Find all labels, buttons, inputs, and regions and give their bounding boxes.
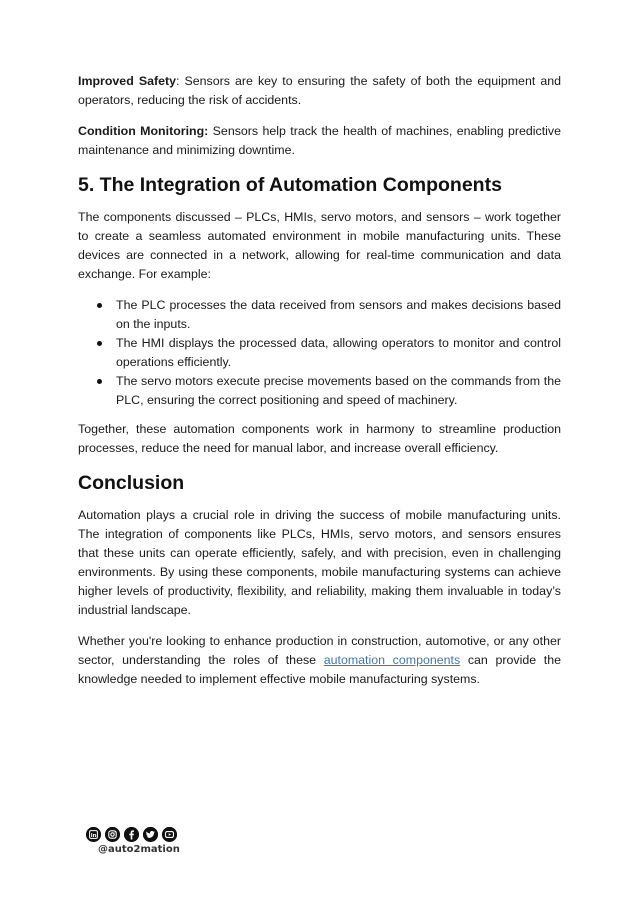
conclusion-heading: Conclusion xyxy=(78,472,185,494)
list-item xyxy=(78,334,561,372)
section-5-closing: Together, these automation components work in harmony to streamline production processes, reduce the need for manual labor, and increase overall efficiency. xyxy=(78,422,561,455)
improved-safety-text: : Sensors are key to ensuring the safety of both the equipment and operators, reducing the risk of accidents. xyxy=(78,74,561,107)
paragraph-improved-safety xyxy=(78,72,561,110)
conclusion-paragraph-1: Automation plays a crucial role in driving the success of mobile manufacturing units. The integration of components like PLCs, HMIs, servo motors, and sensors ensures that these units can operate efficiently, safely, and with precision, even in challenging environments. By using these components, mobile manufacturing systems can achieve higher levels of productivity, flexibility, and reliability, making them invaluable in today’s industrial landscape. xyxy=(78,508,561,617)
bullet-icon xyxy=(97,341,102,346)
facebook-icon[interactable] xyxy=(124,827,139,842)
section-5-intro: The components discussed – PLCs, HMIs, servo motors, and sensors – work together to create a seamless automated environment in mobile manufacturing units. These devices are connected in a network, allowing for real-time communication and data exchange. For example: xyxy=(78,210,561,281)
list-item-text: The PLC processes the data received from sensors and makes decisions based on the inputs. xyxy=(116,298,561,331)
linkedin-icon[interactable] xyxy=(86,827,101,842)
condition-monitoring-label: Condition Monitoring: xyxy=(78,124,209,138)
automation-components-link[interactable]: automation components xyxy=(323,653,461,667)
conclusion-text-before-link: Whether you're looking to enhance production in construction, automotive, or any other sector, understanding the roles of these xyxy=(78,634,561,667)
conclusion-text-after-link: can provide the knowledge needed to implement effective mobile manufacturing systems. xyxy=(78,653,562,686)
youtube-icon[interactable] xyxy=(162,827,177,842)
list-item xyxy=(78,372,561,410)
list-item-text: The servo motors execute precise movements based on the commands from the PLC, ensuring the correct positioning and speed of machinery. xyxy=(116,374,561,407)
social-icons-row xyxy=(86,827,180,842)
condition-monitoring-text: Sensors help track the health of machines, enabling predictive maintenance and minimizing downtime. xyxy=(78,124,561,157)
integration-bullet-list xyxy=(78,296,561,410)
section-5-heading: 5. The Integration of Automation Components xyxy=(78,174,502,196)
bullet-icon xyxy=(97,379,102,384)
list-item xyxy=(78,296,561,334)
bullet-icon xyxy=(97,303,102,308)
svg-text:in: in xyxy=(90,833,97,840)
conclusion-paragraph-2 xyxy=(78,632,561,689)
social-handle: @auto2mation xyxy=(98,844,180,855)
instagram-icon[interactable] xyxy=(105,827,120,842)
social-footer xyxy=(86,827,180,855)
list-item-text: The HMI displays the processed data, allowing operators to monitor and control operations efficiently. xyxy=(116,336,561,369)
improved-safety-label: Improved Safety xyxy=(78,74,177,88)
page-content xyxy=(78,72,561,701)
twitter-icon[interactable] xyxy=(143,827,158,842)
paragraph-condition-monitoring xyxy=(78,122,561,160)
